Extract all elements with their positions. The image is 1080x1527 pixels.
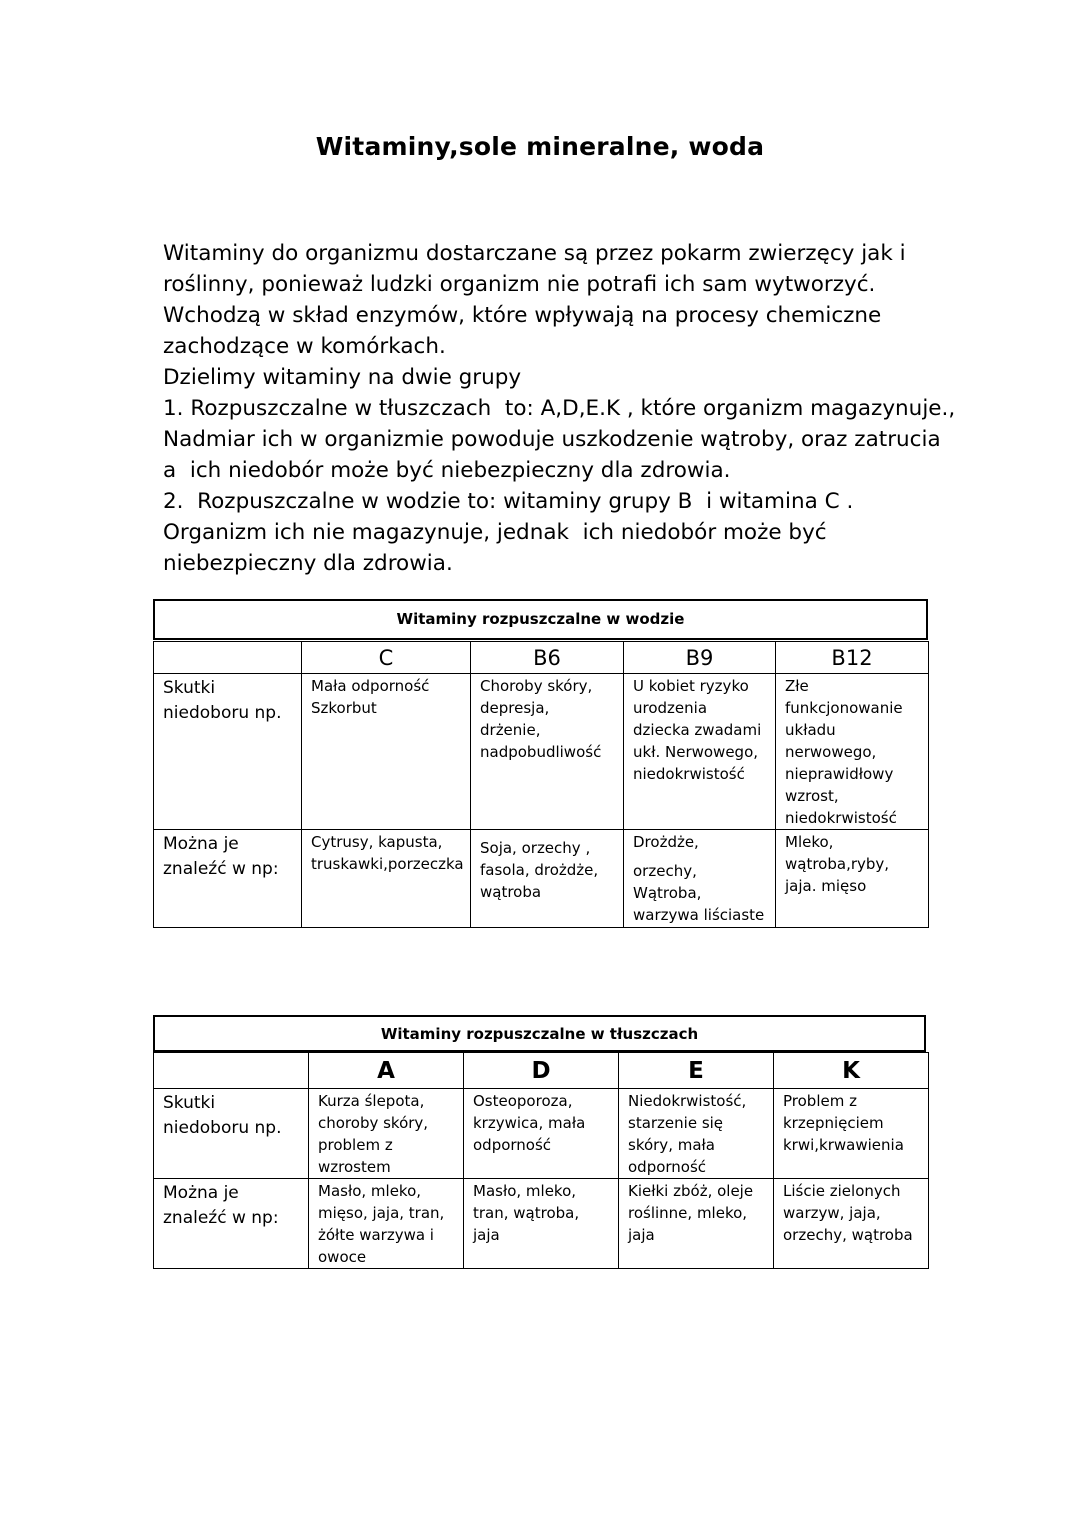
cell-line: Masło, mleko,	[318, 1182, 422, 1200]
table-cell	[776, 674, 929, 830]
table-cell	[624, 830, 776, 928]
column-header: B12	[776, 642, 929, 674]
fat-table-caption	[153, 1015, 926, 1052]
cell-line: odporność	[473, 1136, 552, 1154]
table-row	[154, 1089, 929, 1179]
cell-line: Niedokrwistość,	[628, 1092, 747, 1110]
cell-line: problem z	[318, 1136, 393, 1154]
intro-line: Organizm ich nie magazynuje, jednak ich niedobór może być	[163, 520, 827, 545]
cell-line: mięso, jaja, tran,	[318, 1204, 445, 1222]
intro-line: roślinny, ponieważ ludzki organizm nie potrafi ich sam wytworzyć.	[163, 272, 876, 297]
cell-line: depresja, drżenie,	[480, 699, 550, 739]
cell-line: funkcjonowanie	[785, 699, 903, 717]
cell-line: Mała odporność	[311, 677, 430, 695]
table-cell	[619, 1089, 774, 1179]
cell-line: niedokrwistość	[785, 809, 897, 827]
cell-line: krzywica, mała	[473, 1114, 586, 1132]
cell-line: truskawki,porzeczka	[311, 855, 464, 873]
table-header-row	[154, 642, 929, 674]
cell-line: U kobiet ryzyko	[633, 677, 749, 695]
cell-line: Masło, mleko,	[473, 1182, 577, 1200]
row-label	[154, 830, 302, 928]
cell-line: Cytrusy, kapusta,	[311, 833, 443, 851]
column-header: E	[619, 1053, 774, 1089]
row-label	[154, 1179, 309, 1269]
table-cell	[302, 830, 471, 928]
column-header: D	[464, 1053, 619, 1089]
cell-line: ukł. Nerwowego,	[633, 743, 759, 761]
cell-line: Kiełki zbóż, oleje	[628, 1182, 754, 1200]
cell-line: Mleko,	[785, 833, 834, 851]
cell-line: warzyw, jaja,	[783, 1204, 881, 1222]
cell-line: Soja, orzechy ,	[480, 839, 591, 857]
column-header: K	[774, 1053, 929, 1089]
column-header: B6	[471, 642, 624, 674]
table-cell	[619, 1179, 774, 1269]
cell-line: wzrost,	[785, 787, 839, 805]
cell-line: nieprawidłowy	[785, 765, 894, 783]
corner-cell	[154, 642, 302, 674]
table-cell	[776, 830, 929, 928]
table-cell	[309, 1179, 464, 1269]
cell-line: fasola, drożdże,	[480, 861, 599, 879]
cell-line: Złe	[785, 677, 809, 695]
cell-line: Wątroba,	[633, 884, 702, 902]
cell-line: wątroba,ryby,	[785, 855, 890, 873]
table-cell	[774, 1089, 929, 1179]
table-cell	[464, 1179, 619, 1269]
row-label-line: znaleźć w np:	[163, 859, 279, 879]
cell-line: Osteoporoza,	[473, 1092, 573, 1110]
row-label-line: niedoboru np.	[163, 1118, 282, 1138]
table-cell	[302, 674, 471, 830]
table-cell	[624, 674, 776, 830]
page-title: Witaminy,sole mineralne, woda	[315, 132, 765, 161]
cell-line: Drożdże,	[633, 833, 699, 851]
table-cell	[471, 830, 624, 928]
cell-line: jaja	[628, 1226, 655, 1244]
intro-text	[163, 238, 963, 579]
table-cell	[464, 1089, 619, 1179]
cell-line: żółte warzywa i	[318, 1226, 434, 1244]
cell-line: krwi,krwawienia	[783, 1136, 904, 1154]
intro-line: a ich niedobór może być niebezpieczny dla zdrowia.	[163, 458, 731, 483]
cell-line: Szkorbut	[311, 699, 377, 717]
intro-line: 1. Rozpuszczalne w tłuszczach to: A,D,E.K , które organizm magazynuje.,	[163, 396, 956, 421]
intro-line: 2. Rozpuszczalne w wodzie to: witaminy grupy B i witamina C .	[163, 489, 854, 514]
water-vitamins-table	[153, 641, 929, 928]
cell-line: dziecka zwadami	[633, 721, 762, 739]
table-header-row	[154, 1053, 929, 1089]
cell-line: urodzenia	[633, 699, 708, 717]
cell-line: jaja. mięso	[785, 877, 867, 895]
table-row	[154, 830, 929, 928]
cell-line: roślinne, mleko,	[628, 1204, 748, 1222]
water-table-caption	[153, 599, 928, 640]
cell-line: wątroba	[480, 883, 542, 901]
cell-line: Problem z	[783, 1092, 857, 1110]
cell-line: choroby skóry,	[318, 1114, 429, 1132]
table-cell	[471, 674, 624, 830]
fat-table-caption-text: Witaminy rozpuszczalne w tłuszczach	[380, 1025, 699, 1043]
row-label-line: Skutki	[163, 1093, 216, 1113]
cell-line: orzechy,	[633, 862, 697, 880]
intro-line: niebezpieczny dla zdrowia.	[163, 551, 453, 576]
cell-line: starzenie się	[628, 1114, 724, 1132]
fat-vitamins-table	[153, 1052, 929, 1269]
cell-line: Kurza ślepota,	[318, 1092, 425, 1110]
cell-line: skóry, mała	[628, 1136, 715, 1154]
cell-line: niedokrwistość	[633, 765, 745, 783]
cell-line: układu	[785, 721, 836, 739]
column-header: C	[302, 642, 471, 674]
cell-line: Liście zielonych	[783, 1182, 901, 1200]
water-table-caption-text: Witaminy rozpuszczalne w wodzie	[396, 610, 685, 628]
row-label-line: znaleźć w np:	[163, 1208, 279, 1228]
cell-line: orzechy, wątroba	[783, 1226, 913, 1244]
row-label-line: niedoboru np.	[163, 703, 282, 723]
intro-line: Nadmiar ich w organizmie powoduje uszkodzenie wątroby, oraz zatrucia	[163, 427, 941, 452]
row-label-line: Można je	[163, 1183, 239, 1203]
cell-line: krzepnięciem	[783, 1114, 884, 1132]
cell-line: wzrostem	[318, 1158, 391, 1176]
cell-line: nadpobudliwość	[480, 743, 602, 761]
intro-line: zachodzące w komórkach.	[163, 334, 446, 359]
intro-line: Witaminy do organizmu dostarczane są przez pokarm zwierzęcy jak i	[163, 241, 906, 266]
cell-line: Choroby skóry,	[480, 677, 593, 695]
corner-cell	[154, 1053, 309, 1089]
table-row	[154, 1179, 929, 1269]
table-row	[154, 674, 929, 830]
intro-line: Dzielimy witaminy na dwie grupy	[163, 365, 522, 390]
table-cell	[309, 1089, 464, 1179]
table-cell	[774, 1179, 929, 1269]
cell-line: nerwowego,	[785, 743, 877, 761]
column-header: B9	[624, 642, 776, 674]
cell-line: tran, wątroba,	[473, 1204, 580, 1222]
column-header: A	[309, 1053, 464, 1089]
cell-line: jaja	[473, 1226, 500, 1244]
row-label	[154, 674, 302, 830]
row-label-line: Można je	[163, 834, 239, 854]
cell-line: warzywa liściaste	[633, 906, 765, 924]
cell-line: odporność	[628, 1158, 707, 1176]
row-label-line: Skutki	[163, 678, 216, 698]
intro-line: Wchodzą w skład enzymów, które wpływają na procesy chemiczne	[163, 303, 882, 328]
row-label	[154, 1089, 309, 1179]
cell-line: owoce	[318, 1248, 367, 1266]
